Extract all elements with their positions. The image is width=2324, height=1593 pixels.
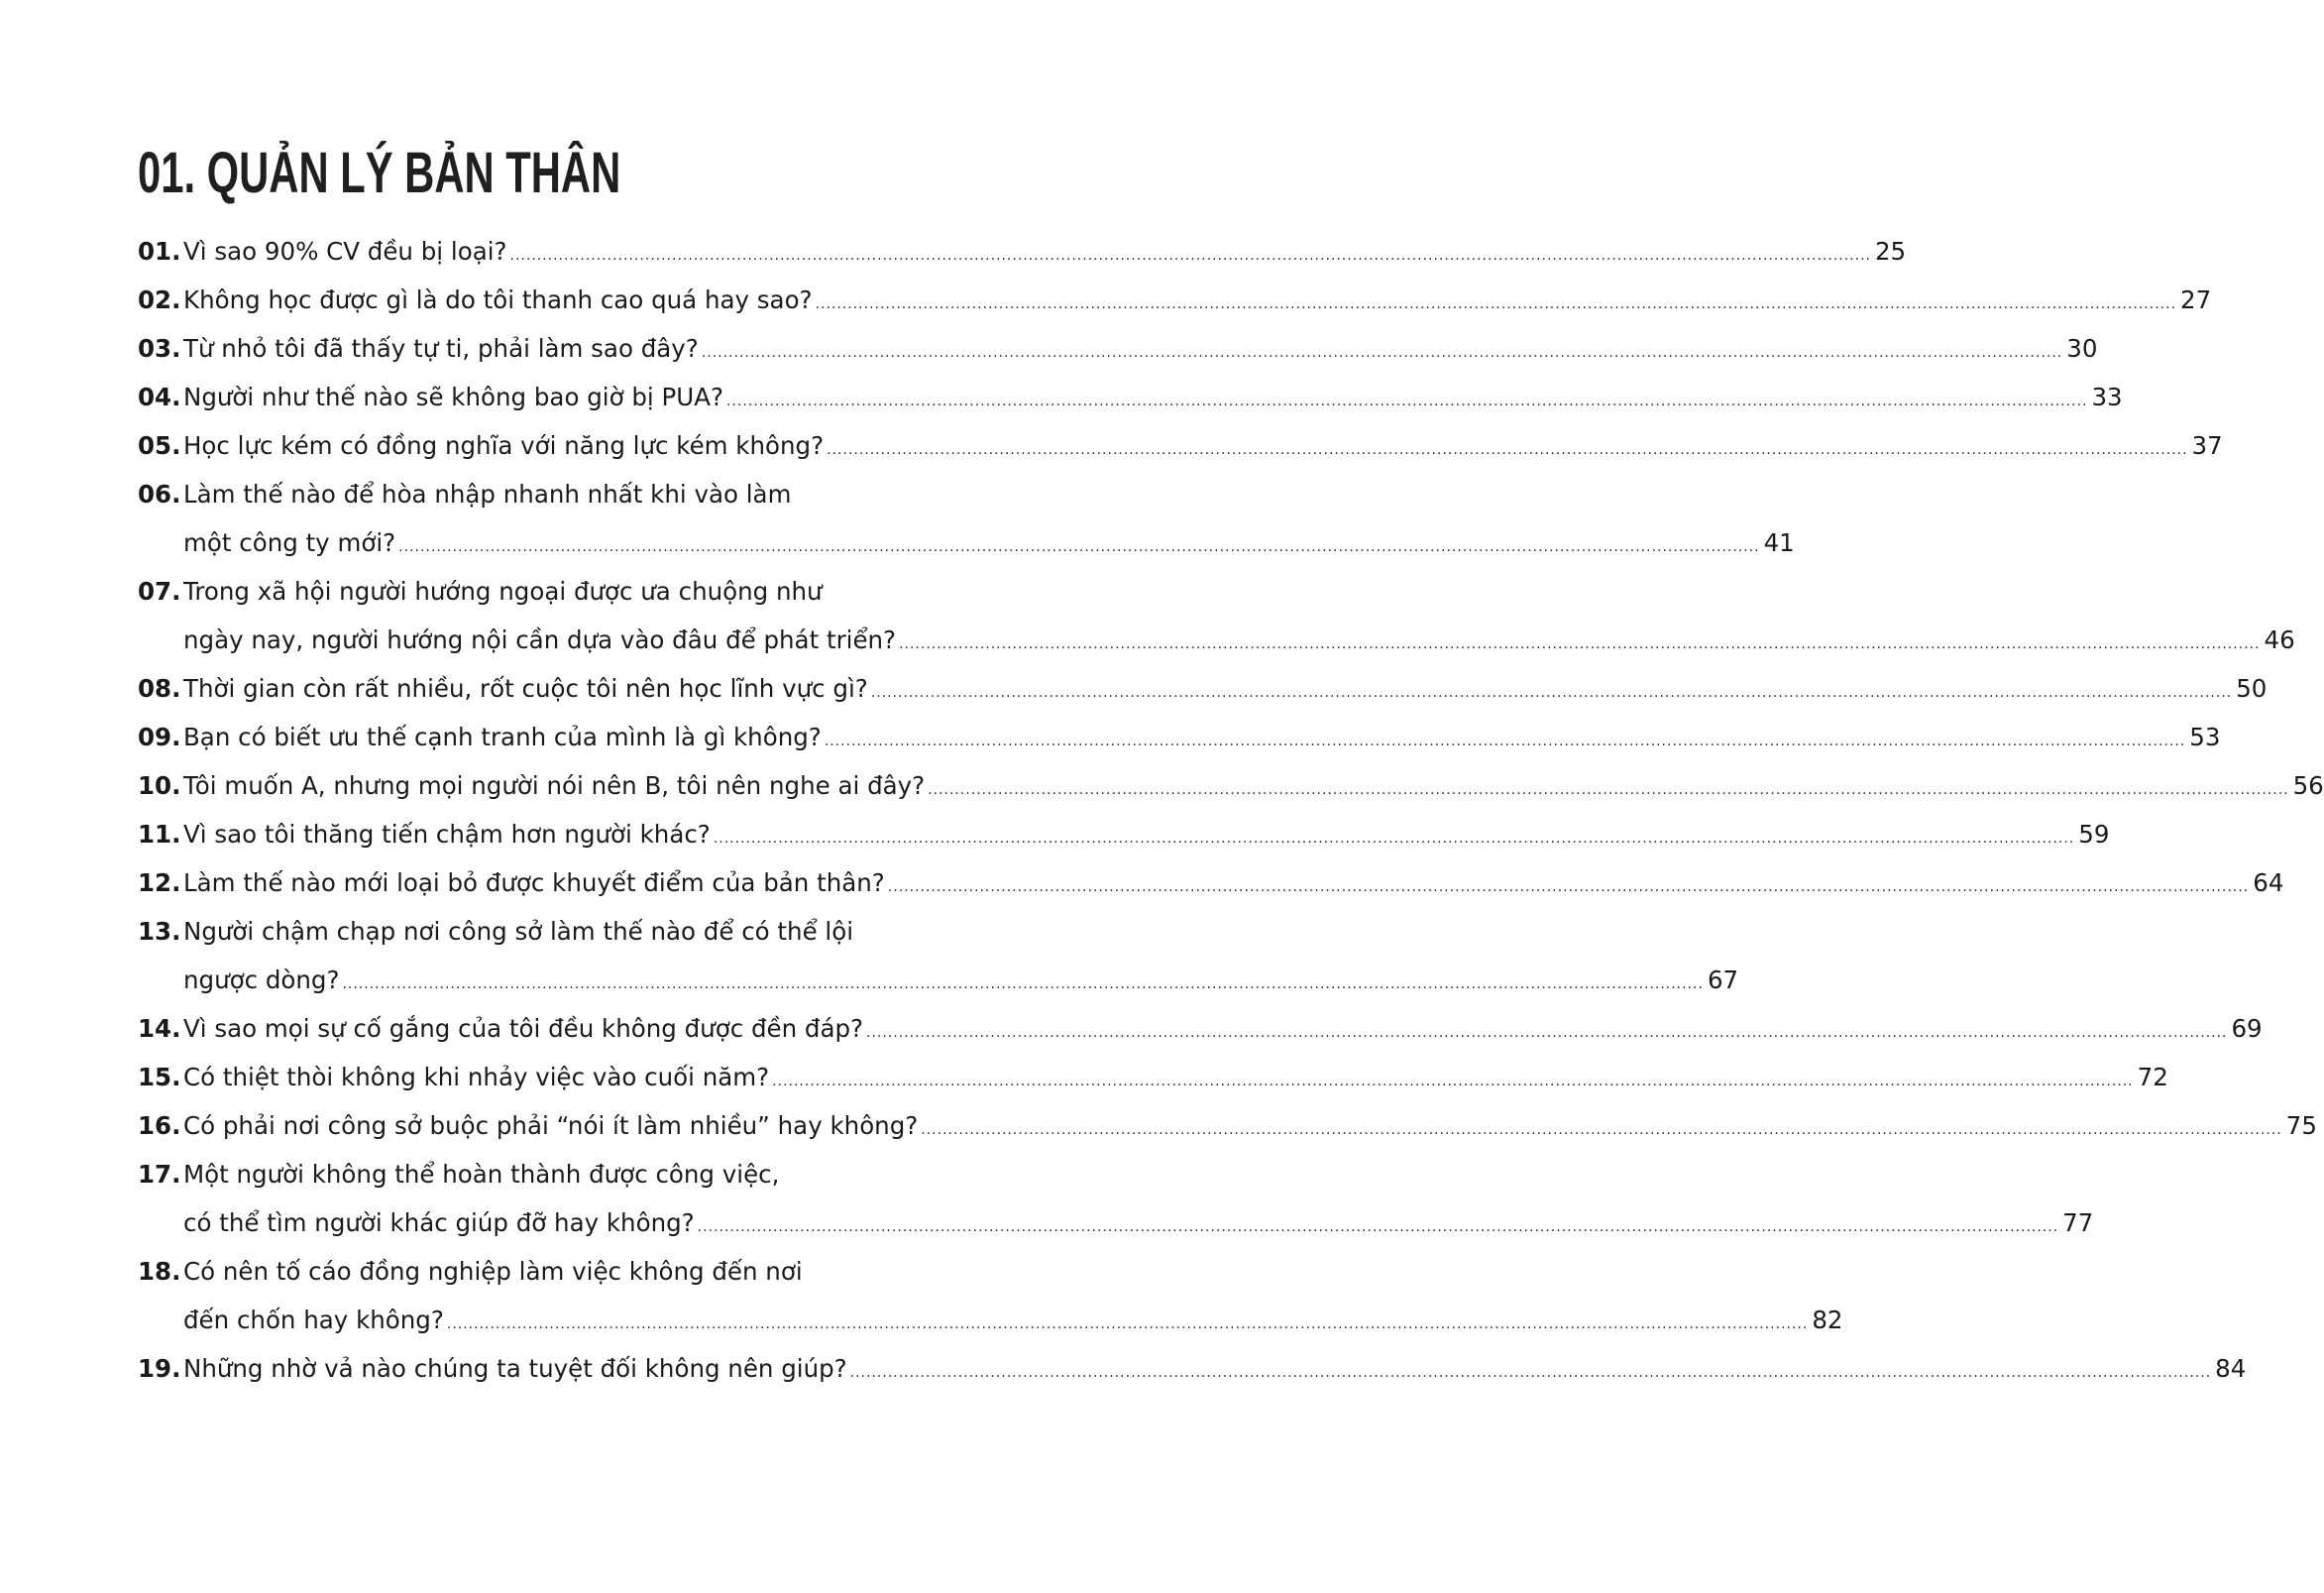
dot-leader xyxy=(772,1058,2133,1106)
dot-leader xyxy=(825,718,2185,766)
toc-entry[interactable] xyxy=(138,1004,2263,1053)
toc-entry-number: 17. xyxy=(138,1160,181,1189)
toc-entry-line xyxy=(138,1053,2168,1101)
dot-leader xyxy=(447,1301,1808,1349)
toc-entry-line xyxy=(138,518,1795,567)
table-of-contents xyxy=(138,227,2324,1393)
toc-entry[interactable] xyxy=(138,1101,2317,1150)
toc-entry-line xyxy=(138,276,2212,324)
toc-entry-number: 03. xyxy=(138,334,181,363)
toc-page-number: 33 xyxy=(2091,383,2123,411)
toc-entry-number: 07. xyxy=(138,577,181,606)
toc-entry-title: Vì sao 90% CV đều bị loại? xyxy=(183,237,507,266)
dot-leader xyxy=(698,1203,2058,1252)
toc-entry-line xyxy=(138,713,2221,761)
toc-entry-number: 06. xyxy=(138,480,181,509)
toc-entry[interactable] xyxy=(138,1053,2168,1101)
chapter-title: 01. QUẢN LÝ BẢN THÂN xyxy=(138,141,621,205)
dot-leader xyxy=(921,1106,2281,1155)
toc-entry[interactable] xyxy=(138,470,1795,567)
toc-page-number: 64 xyxy=(2253,868,2284,897)
dot-leader xyxy=(899,621,2260,669)
toc-entry[interactable] xyxy=(138,227,1907,276)
toc-entry[interactable] xyxy=(138,858,2284,907)
toc-page-number: 59 xyxy=(2078,820,2110,849)
dot-leader xyxy=(702,329,2062,378)
toc-entry-title: Có thiệt thòi không khi nhảy việc vào cuối năm? xyxy=(183,1063,770,1091)
toc-entry-title: có thể tìm người khác giúp đỡ hay không? xyxy=(183,1208,695,1237)
toc-entry-number: 01. xyxy=(138,237,181,266)
toc-entry-title: Vì sao mọi sự cố gắng của tôi đều không được đền đáp? xyxy=(183,1014,864,1043)
toc-entry[interactable] xyxy=(138,324,2098,373)
dot-leader xyxy=(850,1349,2211,1398)
dot-leader xyxy=(726,378,2087,426)
toc-page-number: 27 xyxy=(2180,285,2212,314)
toc-entry-number: 08. xyxy=(138,674,181,703)
toc-entry-number: 11. xyxy=(138,820,181,849)
toc-entry-title: đến chốn hay không? xyxy=(183,1306,444,1334)
toc-page-number: 30 xyxy=(2066,334,2098,363)
dot-leader xyxy=(398,523,1759,572)
toc-page-number: 37 xyxy=(2191,431,2223,460)
toc-entry-line xyxy=(138,907,977,956)
dot-leader xyxy=(342,961,1703,1009)
toc-entry-line xyxy=(138,664,2268,713)
toc-entry-title: ngược dòng? xyxy=(183,966,340,994)
toc-entry[interactable] xyxy=(138,276,2212,324)
toc-entry[interactable] xyxy=(138,1247,1843,1344)
toc-entry-line xyxy=(138,373,2123,421)
dot-leader xyxy=(871,669,2232,718)
toc-entry[interactable] xyxy=(138,1150,2094,1247)
toc-page-number: 50 xyxy=(2236,674,2268,703)
toc-entry-line xyxy=(138,1344,2247,1393)
toc-entry-title: Có phải nơi công sở buộc phải “nói ít làm nhiều” hay không? xyxy=(183,1111,919,1140)
toc-entry-title: ngày nay, người hướng nội cần dựa vào đâu để phát triển? xyxy=(183,626,897,654)
toc-page-number: 84 xyxy=(2215,1354,2247,1383)
toc-entry-line xyxy=(138,1296,1843,1344)
toc-entry-title: Trong xã hội người hướng ngoại được ưa chuộng như xyxy=(183,577,823,606)
toc-entry-line xyxy=(138,1101,2317,1150)
toc-entry-line xyxy=(138,956,1739,1004)
toc-page-number: 56 xyxy=(2292,771,2324,800)
toc-entry-line xyxy=(138,1247,977,1296)
toc-entry-line xyxy=(138,1004,2263,1053)
toc-entry[interactable] xyxy=(138,373,2123,421)
toc-entry-title: Vì sao tôi thăng tiến chậm hơn người khác? xyxy=(183,820,711,849)
toc-page-number: 72 xyxy=(2137,1063,2168,1091)
toc-entry-number: 02. xyxy=(138,285,181,314)
toc-page-number: 82 xyxy=(1812,1306,1843,1334)
toc-entry-title: Một người không thể hoàn thành được công việc, xyxy=(183,1160,780,1189)
toc-entry-number: 19. xyxy=(138,1354,181,1383)
toc-entry-line xyxy=(138,470,977,518)
toc-entry-line xyxy=(138,227,1907,276)
toc-entry-number: 15. xyxy=(138,1063,181,1091)
toc-entry-number: 09. xyxy=(138,723,181,751)
toc-entry-title: một công ty mới? xyxy=(183,528,396,557)
toc-page-number: 53 xyxy=(2189,723,2221,751)
dot-leader xyxy=(928,766,2288,815)
toc-entry-title: Bạn có biết ưu thế cạnh tranh của mình là gì không? xyxy=(183,723,822,751)
toc-entry-line xyxy=(138,567,977,616)
toc-entry-line xyxy=(138,858,2284,907)
toc-entry-number: 05. xyxy=(138,431,181,460)
toc-entry-title: Học lực kém có đồng nghĩa với năng lực kém không? xyxy=(183,431,825,460)
toc-page-number: 25 xyxy=(1874,237,1907,266)
toc-entry-number: 16. xyxy=(138,1111,181,1140)
toc-entry-title: Thời gian còn rất nhiều, rốt cuộc tôi nên học lĩnh vực gì? xyxy=(183,674,868,703)
dot-leader xyxy=(866,1009,2227,1058)
toc-entry[interactable] xyxy=(138,810,2110,858)
toc-entry-line xyxy=(138,324,2098,373)
toc-page-number: 69 xyxy=(2231,1014,2263,1043)
toc-entry[interactable] xyxy=(138,761,2324,810)
toc-page-number: 41 xyxy=(1763,528,1795,557)
toc-entry-line xyxy=(138,421,2223,470)
toc-entry-line xyxy=(138,1150,977,1198)
toc-entry-title: Người như thế nào sẽ không bao giờ bị PUA? xyxy=(183,383,723,411)
toc-entry[interactable] xyxy=(138,664,2268,713)
toc-entry-line xyxy=(138,1198,2094,1247)
toc-entry[interactable] xyxy=(138,1344,2247,1393)
toc-entry-number: 18. xyxy=(138,1257,181,1286)
toc-entry[interactable] xyxy=(138,713,2221,761)
toc-entry-title: Từ nhỏ tôi đã thấy tự ti, phải làm sao đây? xyxy=(183,334,699,363)
toc-entry-title: Có nên tố cáo đồng nghiệp làm việc không đến nơi xyxy=(183,1257,803,1286)
toc-entry-number: 14. xyxy=(138,1014,181,1043)
toc-entry-number: 10. xyxy=(138,771,181,800)
toc-page-number: 67 xyxy=(1707,966,1739,994)
dot-leader xyxy=(714,815,2074,863)
toc-entry-line xyxy=(138,810,2110,858)
toc-entry[interactable] xyxy=(138,421,2223,470)
toc-entry-number: 12. xyxy=(138,868,181,897)
dot-leader xyxy=(816,281,2176,329)
toc-entry-title: Làm thế nào mới loại bỏ được khuyết điểm của bản thân? xyxy=(183,868,885,897)
toc-entry-title: Người chậm chạp nơi công sở làm thế nào để có thể lội xyxy=(183,917,854,946)
toc-entry-title: Không học được gì là do tôi thanh cao quá hay sao? xyxy=(183,285,813,314)
toc-entry[interactable] xyxy=(138,567,2295,664)
dot-leader xyxy=(510,232,1871,281)
toc-page-number: 46 xyxy=(2264,626,2295,654)
toc-entry-title: Tôi muốn A, nhưng mọi người nói nên B, tôi nên nghe ai đây? xyxy=(183,771,926,800)
dot-leader xyxy=(827,426,2187,475)
toc-entry[interactable] xyxy=(138,907,1739,1004)
toc-entry-number: 04. xyxy=(138,383,181,411)
toc-page-number: 77 xyxy=(2062,1208,2094,1237)
dot-leader xyxy=(888,863,2249,912)
toc-entry-title: Những nhờ vả nào chúng ta tuyệt đối không nên giúp? xyxy=(183,1354,847,1383)
toc-entry-title: Làm thế nào để hòa nhập nhanh nhất khi vào làm xyxy=(183,480,792,509)
toc-page-number: 75 xyxy=(2285,1111,2317,1140)
toc-entry-number: 13. xyxy=(138,917,181,946)
toc-entry-line xyxy=(138,761,2324,810)
toc-entry-line xyxy=(138,616,2295,664)
